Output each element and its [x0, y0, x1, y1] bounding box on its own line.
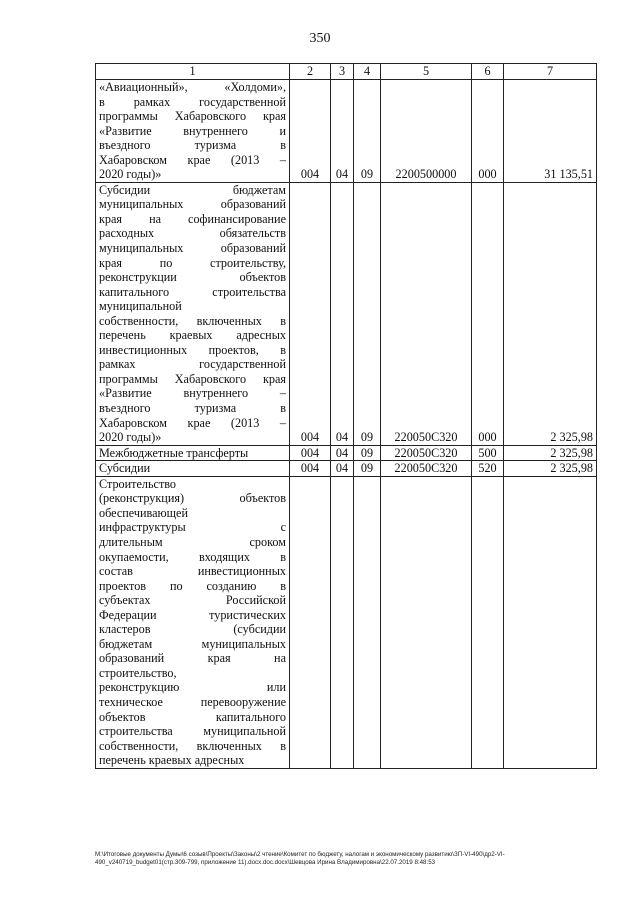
description-line: рамках государственной: [99, 357, 286, 372]
description-line: въездного туризма в: [99, 138, 286, 153]
description-line: состав инвестиционных: [99, 564, 286, 579]
cell-section: 04: [331, 461, 354, 477]
cell-amount: 2 325,98: [504, 461, 597, 477]
description-line: инвестиционных проектов, в: [99, 342, 286, 357]
description-line: въездного туризма в: [99, 401, 286, 416]
description-line: кластеров (субсидии: [99, 622, 286, 637]
description-line: капитального строительства: [99, 284, 286, 299]
cell-ministry-code: 004: [290, 182, 331, 445]
description-line: в рамках государственной: [99, 94, 286, 109]
footer-line-1: M:\Итоговые документы Думы\6 созыв\Проекты\Законы\2 чтение\Комитет по бюджету, налогам и экономическому развитию\ЗП-VI-490\др2-VI-: [95, 851, 505, 858]
budget-table: [95, 63, 597, 769]
description-line: «Авиационный», «Холдоми»,: [99, 80, 286, 94]
description-line: бюджетам муниципальных: [99, 636, 286, 651]
cell-target-article: [381, 476, 472, 768]
cell-section: 04: [331, 182, 354, 445]
description-line: Федерации туристических: [99, 607, 286, 622]
row-description: [96, 182, 290, 445]
cell-ministry-code: [290, 476, 331, 768]
cell-target-article: 220050С320: [381, 445, 472, 461]
description-line: 2020 годы)»: [99, 430, 162, 445]
cell-amount: [504, 476, 597, 768]
description-line: субъектах Российской: [99, 593, 286, 608]
description-line: Субсидии: [99, 461, 151, 476]
header-cell-5: 5: [381, 64, 472, 80]
header-cell-6: 6: [472, 64, 504, 80]
header-cell-3: 3: [331, 64, 354, 80]
cell-expense-type: 000: [472, 182, 504, 445]
description-line: инфраструктуры с: [99, 520, 286, 535]
description-line: программы Хабаровского края: [99, 109, 286, 124]
cell-ministry-code: 004: [290, 80, 331, 183]
description-line: Хабаровском крае (2013 –: [99, 415, 286, 430]
row-description: [96, 476, 290, 768]
description-line: объектов капитального: [99, 709, 286, 724]
description-line: строительства муниципальной: [99, 724, 286, 739]
header-cell-4: 4: [354, 64, 381, 80]
description-line: техническое перевооружение: [99, 694, 286, 709]
description-line: Межбюджетные трансферты: [99, 445, 249, 460]
description-line: муниципальных образований: [99, 241, 286, 256]
cell-subsection: [354, 476, 381, 768]
header-cell-1: 1: [96, 64, 290, 80]
description-line: собственности, включенных в: [99, 738, 286, 753]
table-body: [96, 80, 597, 769]
header-cell-2: 2: [290, 64, 331, 80]
description-line: перечень краевых адресных: [99, 328, 286, 343]
cell-target-article: 220050С320: [381, 461, 472, 477]
table-row: [96, 80, 597, 183]
description-line: реконструкцию или: [99, 680, 286, 695]
cell-section: 04: [331, 445, 354, 461]
description-line: реконструкции объектов: [99, 270, 286, 285]
description-line: муниципальных образований: [99, 197, 286, 212]
cell-ministry-code: 004: [290, 445, 331, 461]
description-line: собственности, включенных в: [99, 313, 286, 328]
description-line: проектов по созданию в: [99, 578, 286, 593]
cell-amount: 2 325,98: [504, 182, 597, 445]
description-line: перечень краевых адресных: [99, 753, 245, 768]
cell-ministry-code: 004: [290, 461, 331, 477]
description-line: обеспечивающей: [99, 505, 188, 520]
cell-target-article: 2200500000: [381, 80, 472, 183]
table-header-row: [96, 64, 597, 80]
description-line: Хабаровском крае (2013 –: [99, 152, 286, 167]
description-line: программы Хабаровского края: [99, 371, 286, 386]
description-line: окупаемости, входящих в: [99, 549, 286, 564]
cell-subsection: 09: [354, 182, 381, 445]
table-row: [96, 476, 597, 768]
row-description: [96, 80, 290, 183]
description-line: края по строительству,: [99, 255, 286, 270]
description-line: (реконструкция) объектов: [99, 491, 286, 506]
row-description: [96, 461, 290, 477]
description-line: Строительство: [99, 476, 177, 491]
table-row: [96, 445, 597, 461]
page-number: 350: [309, 31, 331, 46]
footer-line-2: 490_v240719_budget01(стр.309-799, приложение 11).docx.doc.docx\Шевцова Ирина Владимировна\22.07.2019 8:48:53: [95, 859, 436, 866]
description-line: расходных обязательств: [99, 226, 286, 241]
cell-amount: 31 135,51: [504, 80, 597, 183]
cell-subsection: 09: [354, 445, 381, 461]
cell-expense-type: 520: [472, 461, 504, 477]
cell-section: [331, 476, 354, 768]
cell-expense-type: 000: [472, 80, 504, 183]
description-line: «Развитие внутреннего и: [99, 123, 286, 138]
cell-section: 04: [331, 80, 354, 183]
table-row: [96, 461, 597, 477]
description-line: 2020 годы)»: [99, 167, 162, 182]
description-line: муниципальной: [99, 299, 182, 314]
description-line: «Развитие внутреннего –: [99, 386, 286, 401]
cell-target-article: 220050С320: [381, 182, 472, 445]
table-row: [96, 182, 597, 445]
cell-amount: 2 325,98: [504, 445, 597, 461]
cell-expense-type: 500: [472, 445, 504, 461]
file-path-footer: [95, 851, 615, 867]
description-line: Субсидии бюджетам: [99, 182, 286, 197]
header-cell-7: 7: [504, 64, 597, 80]
description-line: края на софинансирование: [99, 211, 286, 226]
cell-subsection: 09: [354, 461, 381, 477]
row-description: [96, 445, 290, 461]
cell-subsection: 09: [354, 80, 381, 183]
description-line: образований края на: [99, 651, 286, 666]
description-line: строительство,: [99, 665, 177, 680]
description-line: длительным сроком: [99, 534, 286, 549]
cell-expense-type: [472, 476, 504, 768]
